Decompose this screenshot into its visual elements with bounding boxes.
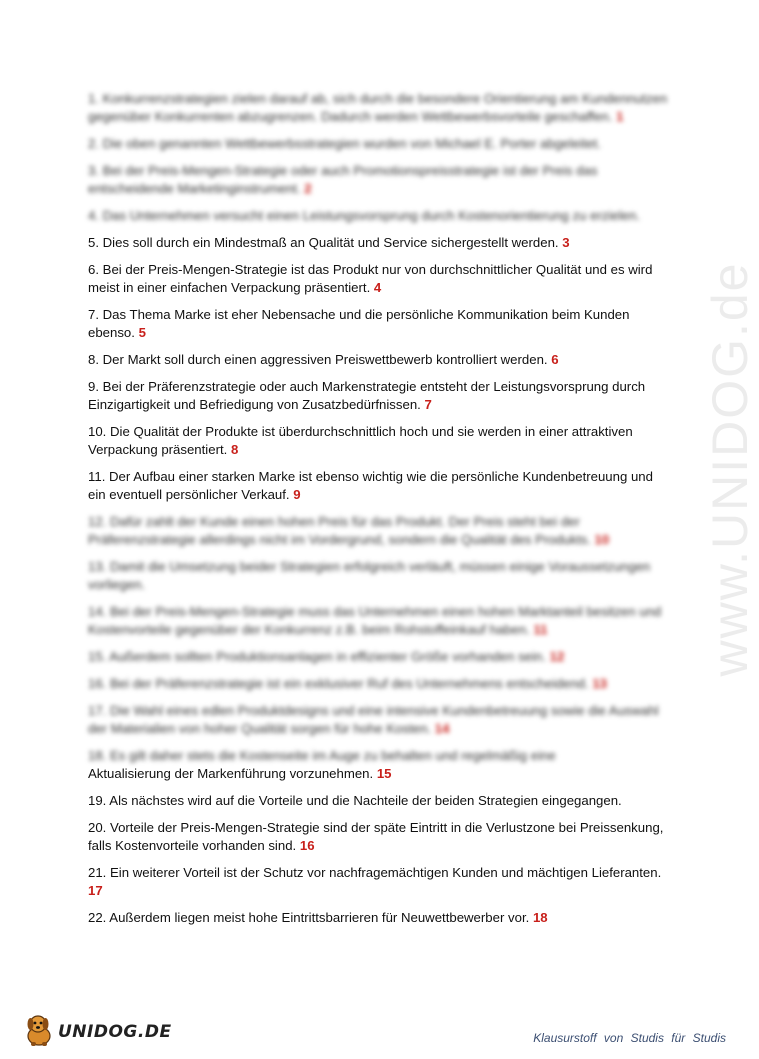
footer-tagline: Klausurstoff von Studis für Studis <box>533 1031 726 1045</box>
sentence-text: 12. Dafür zahlt der Kunde einen hohen Preis für das Produkt. Der Preis steht bei der Präferenzstrategie allerdings nicht im Vordergrund, sondern die Qualität des Produkts. <box>88 514 591 547</box>
sentence-number: 3 <box>562 235 570 250</box>
sentence-item <box>88 702 668 738</box>
sentence-item <box>88 819 668 855</box>
sentence-item <box>88 864 668 900</box>
sentence-number: 12 <box>549 649 565 664</box>
sentence-number: 5 <box>138 325 146 340</box>
sentence-text: 8. Der Markt soll durch einen aggressiven Preiswettbewerb kontrolliert werden. <box>88 352 548 367</box>
sentence-item <box>88 207 668 225</box>
sentence-number: 4 <box>373 280 382 295</box>
sentence-number: 1 <box>616 109 624 124</box>
sentence-number: 9 <box>293 487 301 502</box>
sentence-text: 21. Ein weiterer Vorteil ist der Schutz vor nachfragemächtigen Kunden und mächtigen Lieferanten. <box>88 865 662 880</box>
sentence-item <box>88 351 668 369</box>
sentence-number: 14 <box>434 721 450 736</box>
sentence-text: 4. Das Unternehmen versucht einen Leistungsvorsprung durch Kostenorientierung zu erzielen. <box>88 208 640 223</box>
sentence-item <box>88 675 668 693</box>
sentence-item <box>88 468 668 504</box>
sentence-item <box>88 792 668 810</box>
sentence-number: 6 <box>551 352 559 367</box>
sentence-number: 2 <box>304 181 312 196</box>
sentence-number: 11 <box>533 622 548 637</box>
sentence-item <box>88 90 668 126</box>
sentence-number: 10 <box>594 532 610 547</box>
sentence-number: 17 <box>88 883 103 898</box>
sentence-text: 19. Als nächstes wird auf die Vorteile und die Nachteile der beiden Strategien eingegangen. <box>88 793 622 808</box>
sentence-text: 1. Konkurrenzstrategien zielen darauf ab, sich durch die besondere Orientierung am Kundennutzen gegenüber Konkurrenten abzugrenzen. Dadurch werden Wettbewerbsvorteile geschaffen. <box>88 91 668 124</box>
sentence-text: 5. Dies soll durch ein Mindestmaß an Qualität und Service sichergestellt werden. <box>88 235 559 250</box>
sentence-text: 10. Die Qualität der Produkte ist überdurchschnittlich hoch und sie werden in einer attraktiven Verpackung präsentiert. <box>88 424 633 457</box>
sentence-number: 8 <box>230 442 239 457</box>
sentence-text: 7. Das Thema Marke ist eher Nebensache und die persönliche Kommunikation beim Kunden ebenso. <box>88 307 630 340</box>
sentence-item <box>88 234 668 252</box>
sentence-number: 15 <box>376 766 392 781</box>
sentence-text: 13. Damit die Umsetzung beider Strategien erfolgreich verläuft, müssen einige Voraussetzungen vorliegen. <box>88 559 651 592</box>
sentence-text: 3. Bei der Preis-Mengen-Strategie oder auch Promotionspreisstrategie ist der Preis das entscheidende Marketinginstrument. <box>88 163 598 196</box>
sentence-item <box>88 558 668 594</box>
sentence-item <box>88 306 668 342</box>
sentence-text: 15. Außerdem sollten Produktionsanlagen in effizienter Größe vorhanden sein. <box>88 649 546 664</box>
sentence-item <box>88 513 668 549</box>
sentence-item <box>88 261 668 297</box>
sentence-text: 18. Es gilt daher stets die Kostenseite im Auge zu behalten und regelmäßig eine <box>88 748 556 763</box>
sentence-item <box>88 909 668 927</box>
sentence-text: Aktualisierung der Markenführung vorzunehmen. <box>88 766 374 781</box>
sentence-item <box>88 162 668 198</box>
sentence-item <box>88 603 668 639</box>
sentence-text: 11. Der Aufbau einer starken Marke ist ebenso wichtig wie die persönliche Kundenbetreuung und ein eventuell persönlicher Verkauf. <box>88 469 653 502</box>
sentence-text: 20. Vorteile der Preis-Mengen-Strategie sind der späte Eintritt in die Verlustzone bei Preissenkung, falls Kostenvorteile vorhanden sind. <box>88 820 664 853</box>
sentence-item <box>88 135 668 153</box>
sentence-text: 14. Bei der Preis-Mengen-Strategie muss das Unternehmen einen hohen Marktanteil besitzen und Kostenvorteile gegenüber der Konkurrenz z.B. beim Rohstoffeinkauf haben. <box>88 604 662 637</box>
sentence-item <box>88 648 668 666</box>
sentence-text: 6. Bei der Preis-Mengen-Strategie ist das Produkt nur von durchschnittlicher Qualität und es wird meist in einer einfachen Verpackung präsentiert. <box>88 262 653 295</box>
sentence-item <box>88 423 668 459</box>
document-body <box>88 90 668 936</box>
sentence-number: 18 <box>532 910 548 925</box>
sentence-item <box>88 747 668 765</box>
sentence-text: 16. Bei der Präferenzstrategie ist ein exklusiver Ruf des Unternehmens entscheidend. <box>88 676 589 691</box>
sentence-item <box>88 765 668 783</box>
watermark: www.UNIDOG.de <box>702 261 758 677</box>
sentence-number: 16 <box>299 838 315 853</box>
sentence-text: 9. Bei der Präferenzstrategie oder auch Markenstrategie entsteht der Leistungsvorsprung durch Einzigartigkeit und Befriedigung von Zusatzbedürfnissen. <box>88 379 646 412</box>
sentence-number: 7 <box>424 397 432 412</box>
sentence-text: 22. Außerdem liegen meist hohe Eintrittsbarrieren für Neuwettbewerber vor. <box>88 910 530 925</box>
sentence-text: 2. Die oben genannten Wettbewerbsstrategien wurden von Michael E. Porter abgeleitet. <box>88 136 601 151</box>
logo-text: UNIDOG.DE <box>58 1022 172 1042</box>
sentence-text: 17. Die Wahl eines edlen Produktdesigns und eine intensive Kundenbetreuung sowie die Auswahl der Materialien von hoher Qualität sorgen für hohe Kosten. <box>88 703 659 736</box>
sentence-item <box>88 378 668 414</box>
footer-logo <box>22 1012 172 1052</box>
dog-mascot-icon <box>22 1012 56 1053</box>
sentence-number: 13 <box>592 676 608 691</box>
